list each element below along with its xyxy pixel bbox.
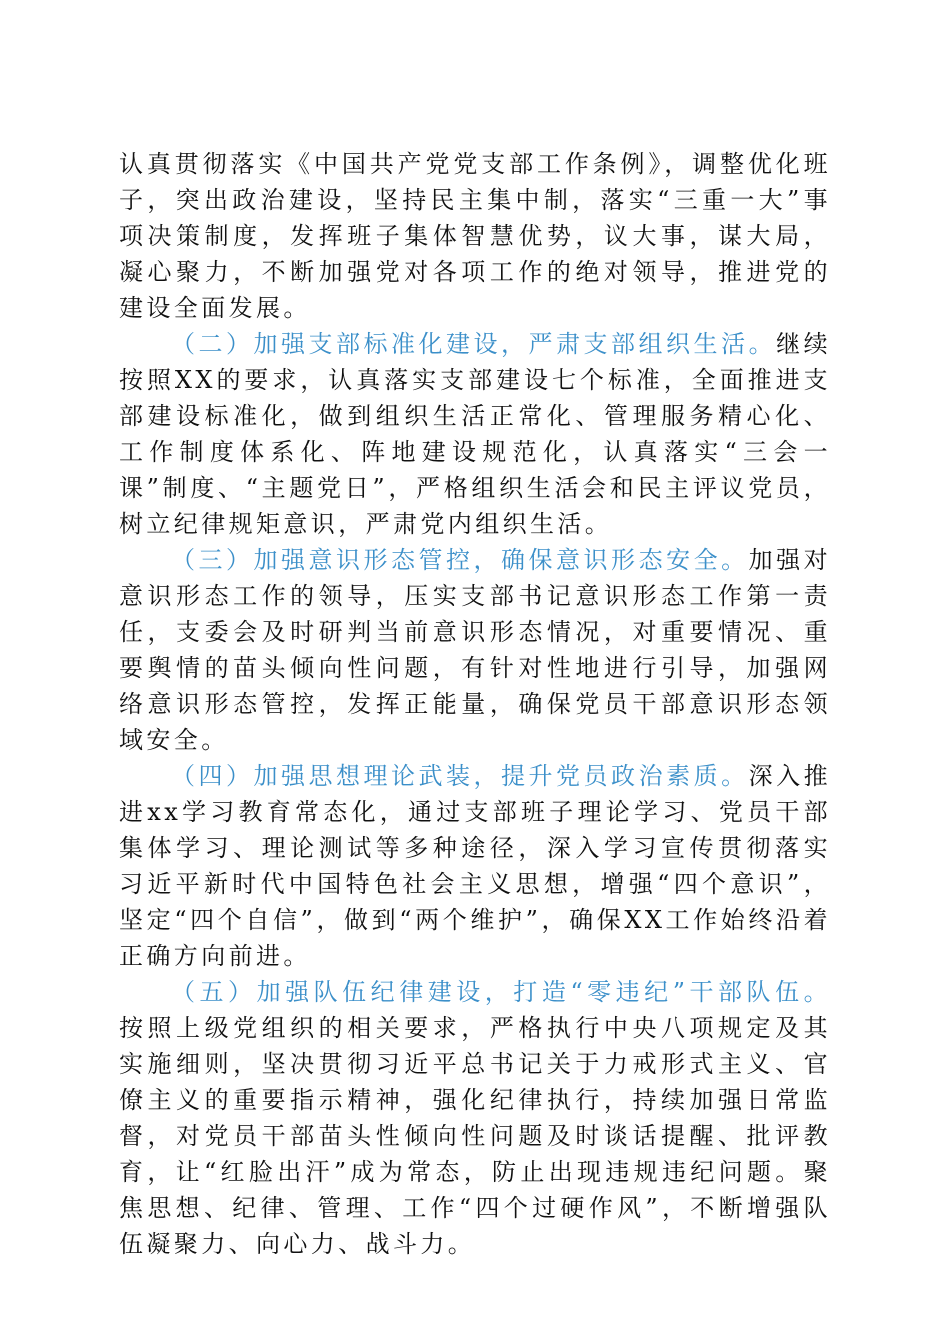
- paragraph-4-heading: （四）加强思想理论武装，提升党员政治素质。: [171, 762, 749, 790]
- paragraph-2-body: 继续按照XX的要求，认真落实支部建设七个标准，全面推进支部建设标准化，做到组织生活正常化、管理服务精心化、工作制度体系化、阵地建设规范化，认真落实“三会一课”制度、“主题党日”，严格组织生活会和民主评议党员，树立纪律规矩意识，严肃党内组织生活。: [119, 330, 831, 538]
- paragraph-5-body: 按照上级党组织的相关要求，严格执行中央八项规定及其实施细则，坚决贯彻习近平总书记关于力戒形式主义、官僚主义的重要指示精神，强化纪律执行，持续加强日常监督，对党员干部苗头性倾向性问题及时谈话提醒、批评教育，让“红脸出汗”成为常态，防止出现违规违纪问题。聚焦思想、纪律、管理、工作“四个过硬作风”，不断增强队伍凝聚力、向心力、战斗力。: [119, 1014, 831, 1258]
- paragraph-4: [119, 758, 831, 974]
- paragraph-5: [119, 974, 831, 1262]
- paragraph-1-body: 认真贯彻落实《中国共产党党支部工作条例》，调整优化班子，突出政治建设，坚持民主集中制，落实“三重一大”事项决策制度，发挥班子集体智慧优势，议大事，谋大局，凝心聚力，不断加强党对各项工作的绝对领导，推进党的建设全面发展。: [119, 150, 831, 322]
- paragraph-1: [119, 146, 831, 326]
- paragraph-5-heading: （五）加强队伍纪律建设，打造“零违纪”干部队伍。: [171, 978, 831, 1006]
- paragraph-2: [119, 326, 831, 542]
- paragraph-3-heading: （三）加强意识形态管控，确保意识形态安全。: [171, 546, 749, 574]
- paragraph-4-body: 深入推进xx学习教育常态化，通过支部班子理论学习、党员干部集体学习、理论测试等多种途径，深入学习宣传贯彻落实习近平新时代中国特色社会主义思想，增强“四个意识”，坚定“四个自信”，做到“两个维护”，确保XX工作始终沿着正确方向前进。: [119, 762, 832, 970]
- paragraph-3: [119, 542, 831, 758]
- paragraph-3-body: 加强对意识形态工作的领导，压实支部书记意识形态工作第一责任，支委会及时研判当前意识形态情况，对重要情况、重要舆情的苗头倾向性问题，有针对性地进行引导，加强网络意识形态管控，发挥正能量，确保党员干部意识形态领域安全。: [119, 546, 832, 754]
- document-body: [119, 146, 831, 1262]
- paragraph-2-heading: （二）加强支部标准化建设，严肃支部组织生活。: [171, 330, 777, 358]
